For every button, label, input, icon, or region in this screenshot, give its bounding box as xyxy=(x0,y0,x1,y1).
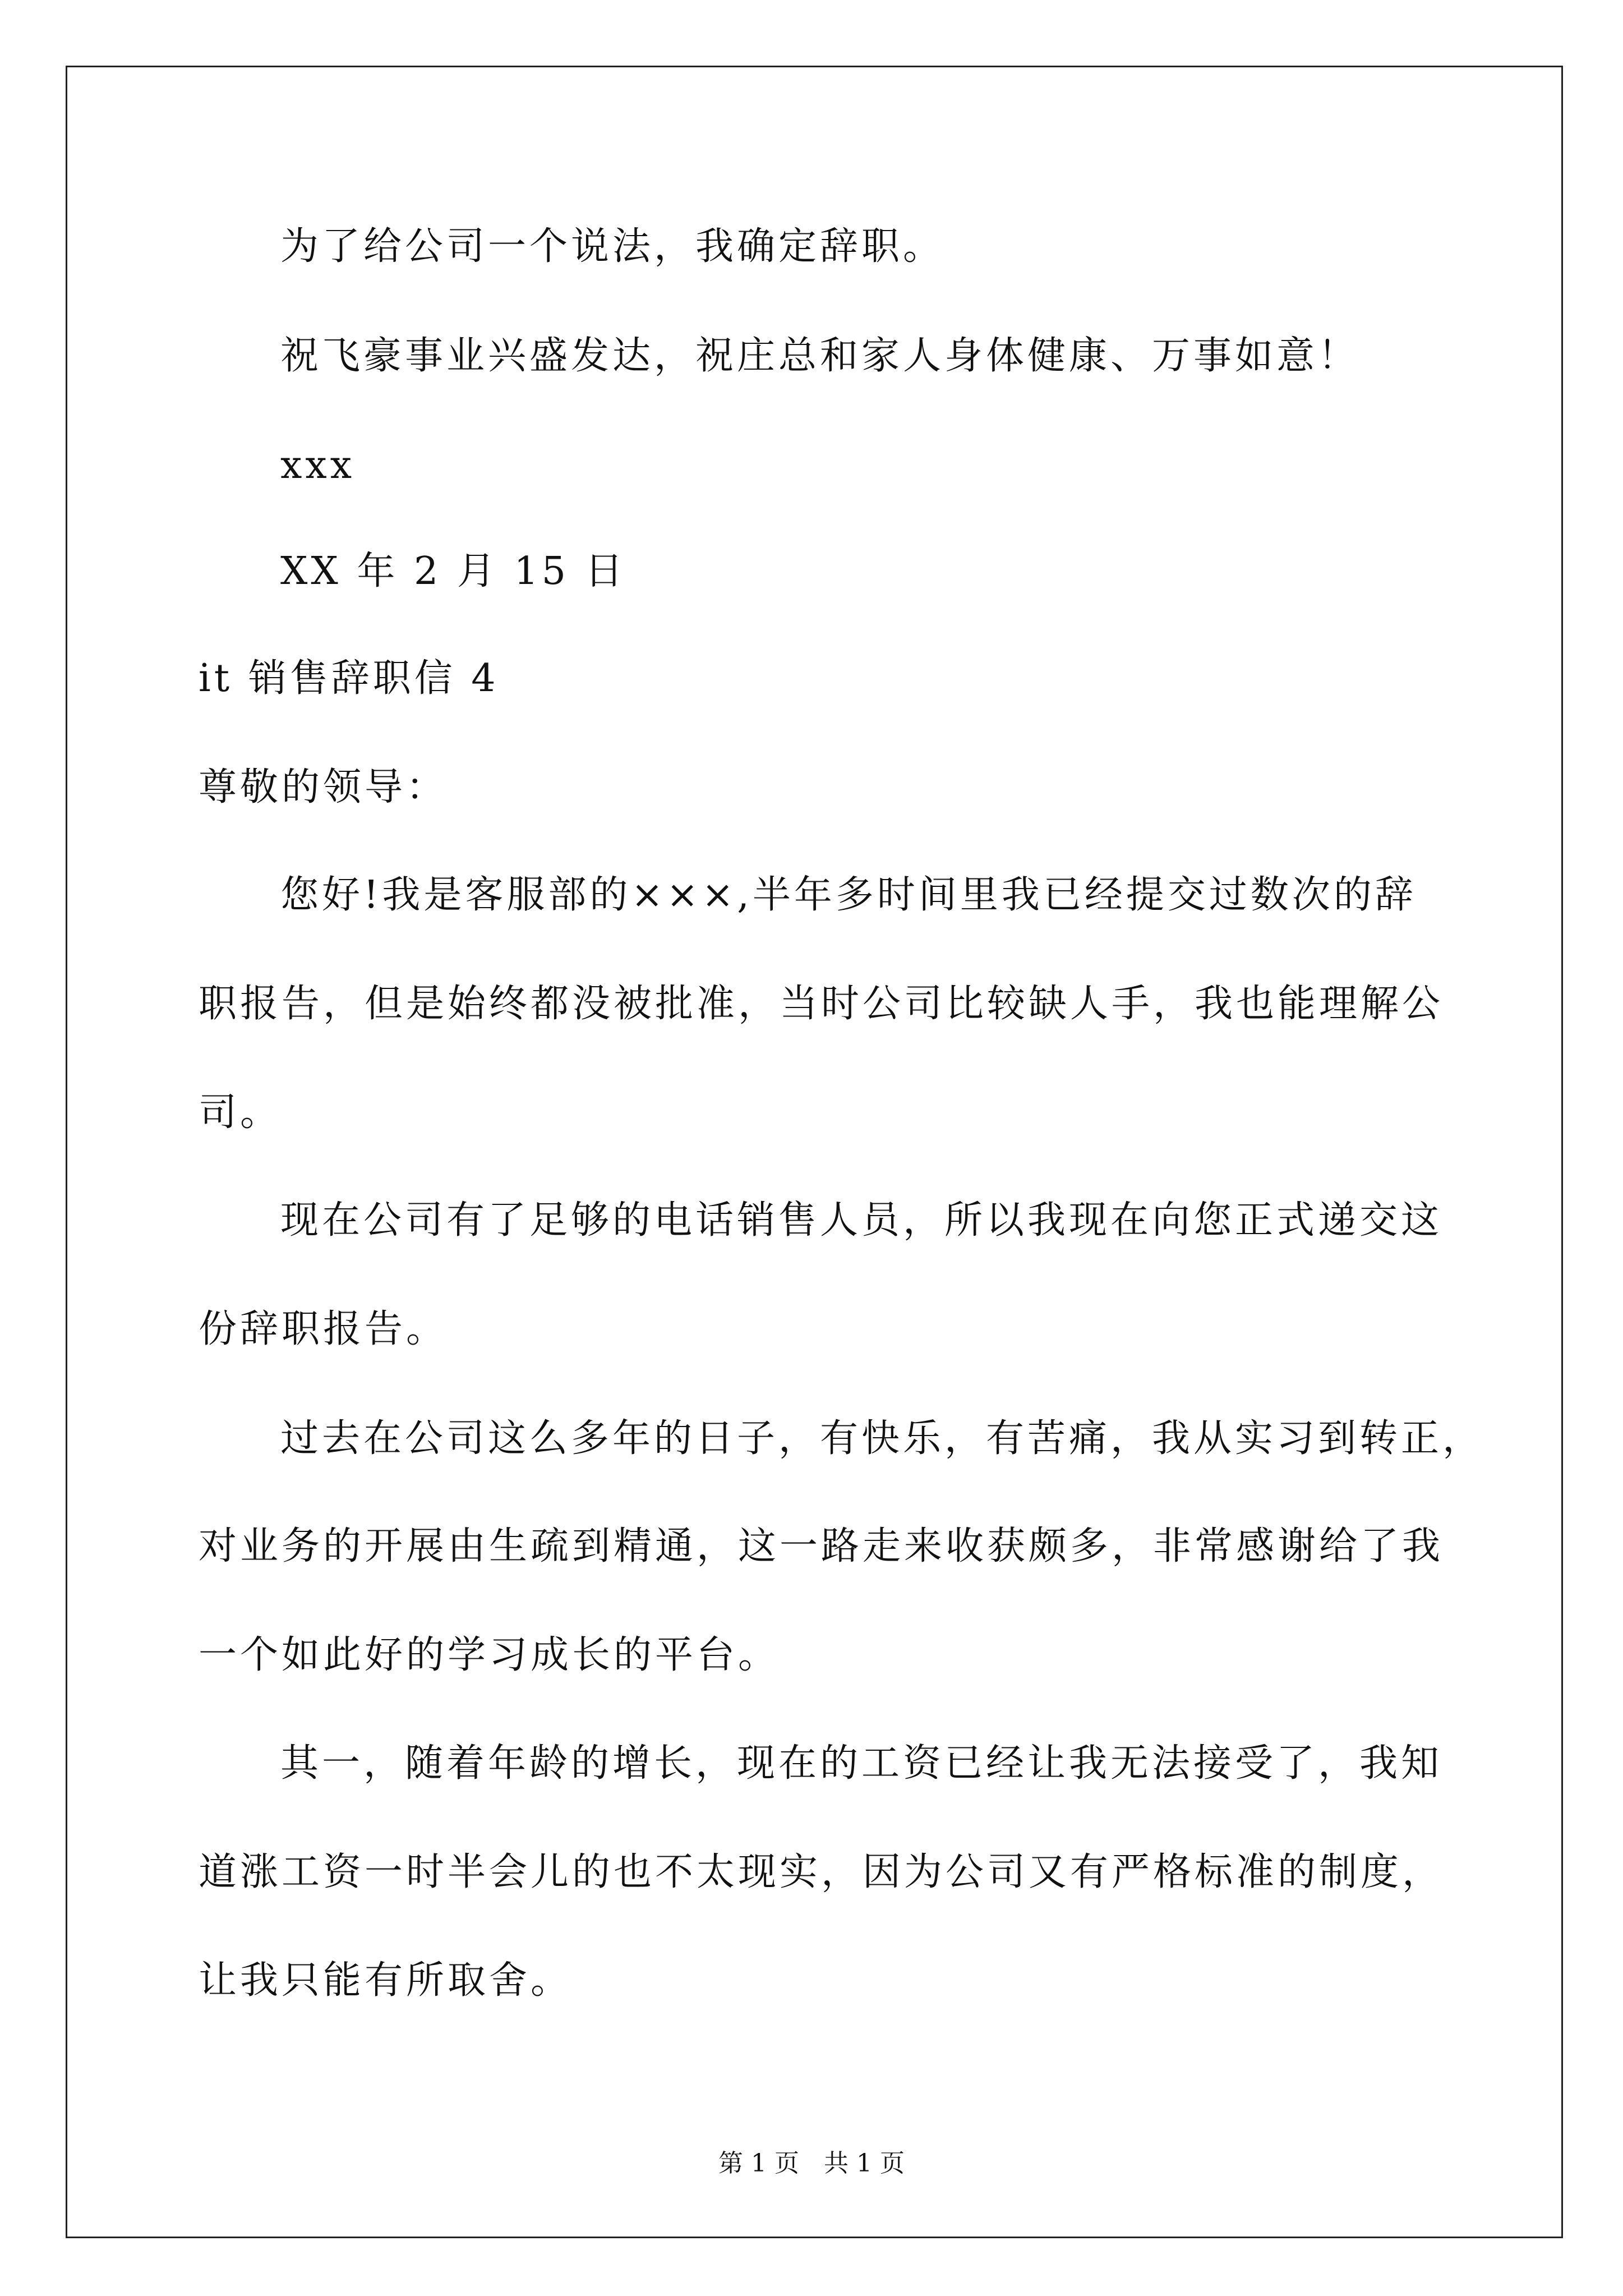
salutation-line: 尊敬的领导： xyxy=(199,765,448,809)
paragraph-line: 让我只能有所取舍。 xyxy=(199,1958,573,2003)
page-border xyxy=(66,66,1563,2238)
paragraph-line: 份辞职报告。 xyxy=(199,1307,448,1351)
paragraph-line: 道涨工资一时半会儿的也不太现实，因为公司又有严格标准的制度， xyxy=(199,1850,1444,1894)
paragraph-line: 过去在公司这么多年的日子，有快乐，有苦痛，我从实习到转正， xyxy=(280,1416,1484,1461)
date-line: XX 年 2 月 15 日 xyxy=(280,549,626,593)
paragraph-line: 祝飞豪事业兴盛发达，祝庄总和家人身体健康、万事如意！ xyxy=(280,334,1360,378)
paragraph-line: 其一，随着年龄的增长，现在的工资已经让我无法接受了，我知 xyxy=(280,1741,1443,1786)
paragraph-line: 对业务的开展由生疏到精通，这一路走来收获颇多，非常感谢给了我 xyxy=(199,1524,1444,1568)
paragraph-line: 为了给公司一个说法，我确定辞职。 xyxy=(280,224,945,269)
paragraph-line: 职报告，但是始终都没被批准，当时公司比较缺人手，我也能理解公 xyxy=(199,982,1444,1026)
paragraph-line: 一个如此好的学习成长的平台。 xyxy=(199,1633,780,1677)
signature-line: xxx xyxy=(280,443,356,487)
paragraph-line: 现在公司有了足够的电话销售人员，所以我现在向您正式递交这 xyxy=(280,1198,1443,1243)
paragraph-line: 您好!我是客服部的×××,半年多时间里我已经提交过数次的辞 xyxy=(280,873,1417,917)
section-heading: it 销售辞职信 4 xyxy=(199,656,499,701)
page-footer: 第 1 页 共 1 页 xyxy=(718,2149,905,2178)
paragraph-line: 司。 xyxy=(199,1091,282,1135)
